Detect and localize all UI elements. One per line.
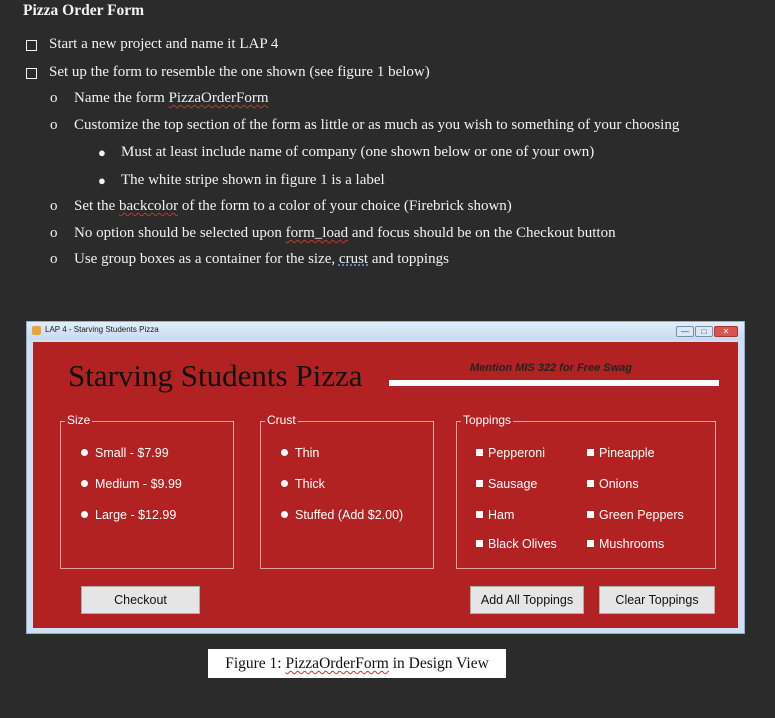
sub-text: Set the	[74, 198, 119, 214]
size-group-box	[60, 413, 234, 569]
crust-thin-radio[interactable]	[281, 446, 319, 460]
caption-text: in Design View	[388, 655, 489, 672]
sub-text: Name the form	[74, 90, 169, 106]
option-label: Onions	[599, 477, 639, 491]
sub-text: and toppings	[368, 251, 449, 267]
white-stripe-label	[389, 380, 719, 386]
promo-label: Mention MIS 322 for Free Swag	[470, 362, 632, 374]
sub-customize: Customize the top section of the form as little or as much as you wish to something of your choosing	[74, 117, 680, 133]
add-all-toppings-button[interactable]: Add All Toppings	[470, 586, 584, 614]
topping-pepperoni-checkbox[interactable]	[476, 446, 545, 460]
toppings-group-label: Toppings	[463, 413, 512, 427]
dot-bullet: ●	[98, 145, 106, 160]
checkbox-icon	[476, 480, 483, 487]
checkbox-icon	[587, 449, 594, 456]
app-icon	[32, 326, 41, 335]
sub-text-flagged: crust	[338, 251, 369, 267]
crust-thick-radio[interactable]	[281, 477, 325, 491]
topping-pineapple-checkbox[interactable]	[587, 446, 655, 460]
circle-bullet: o	[50, 117, 58, 133]
option-label: Pepperoni	[488, 446, 545, 460]
option-label: Thin	[295, 446, 320, 460]
topping-ham-checkbox[interactable]	[476, 508, 514, 522]
sub-backcolor	[74, 198, 512, 215]
sub-name-form	[74, 90, 269, 107]
document-title: Pizza Order Form	[23, 2, 145, 19]
bullet-stripe: The white stripe shown in figure 1 is a label	[121, 172, 385, 188]
clear-toppings-button[interactable]: Clear Toppings	[599, 586, 715, 614]
checkbox-icon	[476, 511, 483, 518]
toppings-group-box	[456, 413, 716, 569]
option-label: Large - $12.99	[95, 508, 177, 522]
sub-text: No option should be selected upon	[74, 225, 286, 241]
sub-text: Use group boxes as a container for the size,	[74, 251, 339, 267]
option-label: Ham	[488, 508, 515, 522]
close-button[interactable]: ✕	[714, 326, 738, 337]
option-label: Thick	[295, 477, 325, 491]
radio-icon	[81, 449, 88, 456]
size-medium-radio[interactable]	[81, 477, 182, 491]
radio-icon	[281, 449, 288, 456]
sub-text: of the form to a color of your choice (Firebrick shown)	[178, 198, 512, 214]
circle-bullet: o	[50, 251, 58, 267]
caption-text-misspelled: PizzaOrderForm	[285, 655, 389, 672]
option-label: Black Olives	[488, 537, 557, 551]
crust-stuffed-radio[interactable]	[281, 508, 403, 522]
option-label: Small - $7.99	[95, 446, 169, 460]
company-name-label: Starving Students Pizza	[68, 358, 363, 393]
minimize-button[interactable]: —	[676, 326, 694, 337]
option-label: Mushrooms	[599, 537, 665, 551]
sub-text-misspelled: backcolor	[119, 198, 179, 214]
option-label: Medium - $9.99	[95, 477, 182, 491]
topping-black-olives-checkbox[interactable]	[476, 537, 557, 551]
sub-no-option	[74, 225, 616, 242]
window-titlebar	[27, 322, 744, 340]
maximize-button[interactable]: □	[695, 326, 713, 337]
pizza-order-form	[33, 342, 738, 628]
sub-text-misspelled: PizzaOrderForm	[168, 90, 269, 106]
checkout-button[interactable]: Checkout	[81, 586, 200, 614]
sub-text: and focus should be on the Checkout button	[348, 225, 616, 241]
radio-icon	[281, 480, 288, 487]
circle-bullet: o	[50, 90, 58, 106]
option-label: Pineapple	[599, 446, 655, 460]
checkbox-icon	[587, 480, 594, 487]
checkbox-bullet	[26, 68, 37, 79]
checkbox-icon	[476, 449, 483, 456]
size-group-label: Size	[67, 413, 91, 427]
bullet-company: Must at least include name of company (one shown below or one of your own)	[121, 144, 595, 160]
option-label: Sausage	[488, 477, 538, 491]
caption-text: Figure 1:	[225, 655, 286, 672]
option-label: Green Peppers	[599, 508, 684, 522]
sub-group-boxes	[74, 251, 449, 268]
step-1: Start a new project and name it LAP 4	[49, 36, 279, 52]
app-window	[26, 321, 745, 634]
checkbox-icon	[587, 540, 594, 547]
step-2: Set up the form to resemble the one shown (see figure 1 below)	[49, 64, 430, 80]
checkbox-icon	[476, 540, 483, 547]
window-title: LAP 4 - Starving Students Pizza	[45, 325, 159, 334]
radio-icon	[81, 511, 88, 518]
checkbox-bullet	[26, 40, 37, 51]
dot-bullet: ●	[98, 173, 106, 188]
radio-icon	[81, 480, 88, 487]
size-large-radio[interactable]	[81, 508, 176, 522]
size-small-radio[interactable]	[81, 446, 169, 460]
figure-caption	[208, 649, 506, 678]
checkbox-icon	[587, 511, 594, 518]
option-label: Stuffed (Add $2.00)	[295, 508, 404, 522]
radio-icon	[281, 511, 288, 518]
topping-mushrooms-checkbox[interactable]	[587, 537, 664, 551]
crust-group-label: Crust	[267, 413, 296, 427]
crust-group-box	[260, 413, 434, 569]
topping-sausage-checkbox[interactable]	[476, 477, 537, 491]
sub-text-misspelled: form_load	[285, 225, 349, 241]
topping-onions-checkbox[interactable]	[587, 477, 639, 491]
circle-bullet: o	[50, 198, 58, 214]
circle-bullet: o	[50, 225, 58, 241]
topping-green-peppers-checkbox[interactable]	[587, 508, 684, 522]
